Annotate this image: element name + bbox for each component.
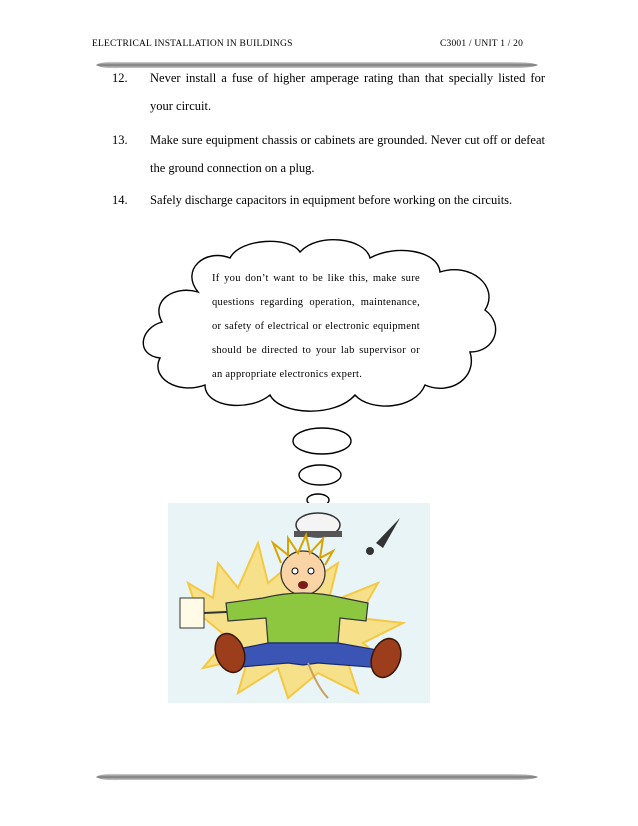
- electrocuted-person-icon: [168, 503, 430, 703]
- item-text: Safely discharge capacitors in equipment before working on the circuits.: [150, 193, 513, 207]
- item-text: Never install a fuse of higher amperage rating than that specially listed for your circuit.: [150, 71, 545, 113]
- header-page-ref: C3001 / UNIT 1 / 20: [440, 39, 524, 49]
- item-number: 14.: [112, 193, 128, 207]
- item-number: 12.: [112, 71, 128, 85]
- item-text: Make sure equipment chassis or cabinets are grounded. Never cut off or defeat the ground connection on a plug.: [150, 133, 545, 175]
- thought-bubble-medium: [299, 465, 341, 485]
- thought-bubble-text: If you don’t want to be like this, make sure questions regarding operation, maintenance, or safety of electrical or electronic equipment should be directed to your lab supervisor or an appropriate electronics expert.: [212, 273, 420, 380]
- header-title: ELECTRICAL INSTALLATION IN BUILDINGS: [92, 39, 293, 49]
- thought-bubble-large: [293, 428, 351, 454]
- item-number: 13.: [112, 133, 128, 147]
- bottom-divider: [92, 770, 542, 784]
